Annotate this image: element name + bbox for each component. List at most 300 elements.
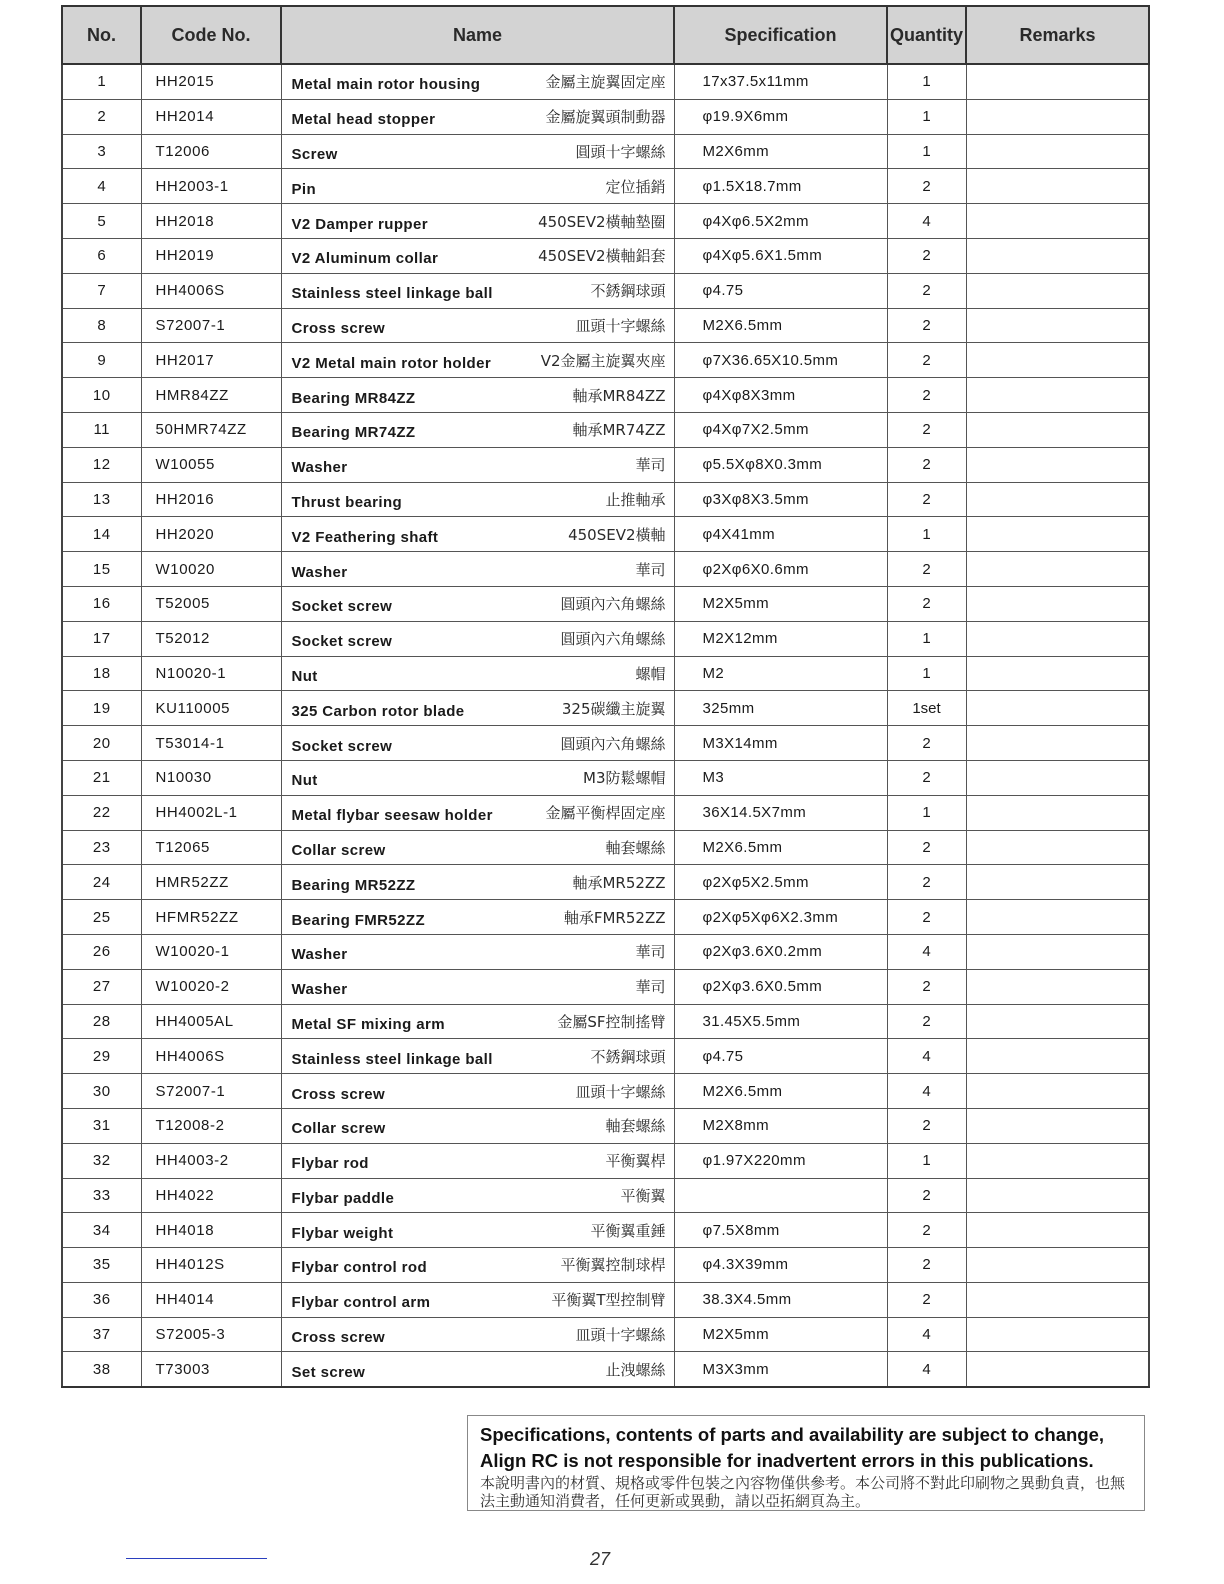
cell-name (281, 169, 674, 204)
cell-qty: 2 (887, 1178, 966, 1213)
cell-no: 23 (62, 830, 141, 865)
part-name-english: Stainless steel linkage ball (291, 1050, 493, 1068)
cell-qty: 1 (887, 134, 966, 169)
cell-no: 25 (62, 900, 141, 935)
cell-no: 35 (62, 1248, 141, 1283)
cell-no: 34 (62, 1213, 141, 1248)
cell-spec: φ4Xφ5.6X1.5mm (674, 238, 887, 273)
part-name-chinese: 止洩螺絲 (605, 1360, 666, 1379)
cell-qty: 2 (887, 482, 966, 517)
cell-qty: 4 (887, 1074, 966, 1109)
cell-spec: φ4X41mm (674, 517, 887, 552)
cell-code: HH4018 (141, 1213, 281, 1248)
cell-name (281, 412, 674, 447)
table-row (62, 1248, 1149, 1283)
cell-spec: M2X5mm (674, 586, 887, 621)
cell-no: 37 (62, 1317, 141, 1352)
part-name-english: V2 Aluminum collar (291, 250, 439, 268)
cell-spec: M2X5mm (674, 1317, 887, 1352)
cell-name (281, 1213, 674, 1248)
cell-remarks (966, 273, 1149, 308)
cell-remarks (966, 795, 1149, 830)
part-name-english: Nut (291, 772, 318, 790)
cell-no: 15 (62, 552, 141, 587)
cell-no: 36 (62, 1282, 141, 1317)
cell-no: 21 (62, 760, 141, 795)
table-row (62, 865, 1149, 900)
cell-spec: M2X12mm (674, 621, 887, 656)
table-row (62, 134, 1149, 169)
cell-spec: φ4.75 (674, 1039, 887, 1074)
part-name-chinese: 不銹鋼球頭 (590, 282, 666, 301)
part-name-chinese: 450SEV2橫軸鋁套 (538, 247, 666, 266)
table-row (62, 238, 1149, 273)
cell-remarks (966, 412, 1149, 447)
cell-remarks (966, 1248, 1149, 1283)
table-row (62, 760, 1149, 795)
cell-spec: M2 (674, 656, 887, 691)
part-name-english: V2 Feathering shaft (291, 528, 439, 546)
part-name-chinese: 華司 (635, 943, 666, 962)
part-name-chinese: 金屬平衡桿固定座 (545, 804, 666, 823)
table-row (62, 1178, 1149, 1213)
part-name-english: Washer (291, 946, 348, 964)
cell-spec: 325mm (674, 691, 887, 726)
cell-remarks (966, 169, 1149, 204)
cell-name (281, 308, 674, 343)
cell-code: HH2019 (141, 238, 281, 273)
cell-qty: 1 (887, 795, 966, 830)
cell-name (281, 1039, 674, 1074)
part-name-english: Stainless steel linkage ball (291, 285, 493, 303)
cell-qty: 2 (887, 169, 966, 204)
cell-remarks (966, 1282, 1149, 1317)
cell-spec: φ1.97X220mm (674, 1143, 887, 1178)
cell-qty: 2 (887, 1213, 966, 1248)
cell-qty: 1 (887, 621, 966, 656)
cell-spec: φ4Xφ6.5X2mm (674, 204, 887, 239)
cell-qty: 2 (887, 308, 966, 343)
table-row (62, 308, 1149, 343)
cell-code: S72005-3 (141, 1317, 281, 1352)
part-name-english: Thrust bearing (291, 493, 403, 511)
cell-code: T52012 (141, 621, 281, 656)
cell-no: 14 (62, 517, 141, 552)
cell-name (281, 99, 674, 134)
part-name-english: Collar screw (291, 1120, 386, 1138)
cell-qty: 2 (887, 760, 966, 795)
cell-spec (674, 1178, 887, 1213)
cell-remarks (966, 378, 1149, 413)
table-row (62, 273, 1149, 308)
cell-no: 9 (62, 343, 141, 378)
table-row (62, 586, 1149, 621)
part-name-chinese: 平衡翼重錘 (590, 1221, 666, 1240)
table-row (62, 795, 1149, 830)
cell-no: 38 (62, 1352, 141, 1387)
table-row (62, 726, 1149, 761)
table-row (62, 412, 1149, 447)
part-name-chinese: 450SEV2橫軸墊圈 (538, 212, 666, 231)
cell-no: 27 (62, 969, 141, 1004)
cell-code: HH2016 (141, 482, 281, 517)
table-row (62, 1004, 1149, 1039)
table-row (62, 343, 1149, 378)
cell-remarks (966, 760, 1149, 795)
cell-name (281, 830, 674, 865)
part-name-english: Washer (291, 981, 348, 999)
part-name-chinese: 平衡翼T型控制臂 (551, 1291, 666, 1310)
cell-code: HH4022 (141, 1178, 281, 1213)
cell-no: 30 (62, 1074, 141, 1109)
part-name-chinese: 325碳纖主旋翼 (561, 699, 666, 718)
part-name-chinese: 皿頭十字螺絲 (575, 316, 666, 335)
part-name-chinese: 平衡翼桿 (605, 1152, 666, 1171)
cell-spec: φ7.5X8mm (674, 1213, 887, 1248)
header-name: Name (281, 6, 674, 64)
cell-no: 29 (62, 1039, 141, 1074)
cell-remarks (966, 1039, 1149, 1074)
part-name-english: Cross screw (291, 1085, 386, 1103)
cell-code: HH4012S (141, 1248, 281, 1283)
part-name-chinese: 華司 (635, 978, 666, 997)
cell-name (281, 238, 674, 273)
cell-code: HH2020 (141, 517, 281, 552)
cell-spec: M3X3mm (674, 1352, 887, 1387)
cell-spec: φ4Xφ7X2.5mm (674, 412, 887, 447)
cell-name (281, 343, 674, 378)
table-row (62, 1074, 1149, 1109)
parts-table-body (62, 64, 1149, 1387)
cell-no: 3 (62, 134, 141, 169)
cell-no: 16 (62, 586, 141, 621)
cell-name (281, 482, 674, 517)
cell-qty: 1 (887, 656, 966, 691)
disclaimer-notice (467, 1415, 1145, 1511)
cell-name (281, 1004, 674, 1039)
table-row (62, 482, 1149, 517)
table-row (62, 204, 1149, 239)
part-name-english: Socket screw (291, 633, 393, 651)
part-name-chinese: 圓頭內六角螺絲 (560, 734, 666, 753)
cell-no: 1 (62, 64, 141, 99)
cell-code: HH4006S (141, 1039, 281, 1074)
cell-no: 28 (62, 1004, 141, 1039)
part-name-chinese: 軸套螺絲 (605, 1117, 666, 1136)
part-name-english: V2 Damper rupper (291, 215, 428, 233)
header-remarks: Remarks (966, 6, 1149, 64)
cell-name (281, 1352, 674, 1387)
cell-qty: 2 (887, 447, 966, 482)
parts-table (61, 5, 1150, 1388)
part-name-english: Screw (291, 145, 338, 163)
part-name-english: Nut (291, 667, 318, 685)
part-name-english: Bearing FMR52ZZ (291, 911, 426, 929)
cell-name (281, 586, 674, 621)
part-name-chinese: 軸承MR74ZZ (572, 421, 666, 440)
cell-spec: M3X14mm (674, 726, 887, 761)
cell-name (281, 517, 674, 552)
cell-qty: 2 (887, 1282, 966, 1317)
cell-no: 6 (62, 238, 141, 273)
part-name-english: Flybar paddle (291, 1189, 395, 1207)
cell-remarks (966, 64, 1149, 99)
cell-no: 4 (62, 169, 141, 204)
table-row (62, 969, 1149, 1004)
table-row (62, 517, 1149, 552)
table-row (62, 656, 1149, 691)
cell-spec: φ4.3X39mm (674, 1248, 887, 1283)
cell-code: HH4006S (141, 273, 281, 308)
part-name-english: Washer (291, 459, 348, 477)
cell-spec: φ1.5X18.7mm (674, 169, 887, 204)
cell-remarks (966, 830, 1149, 865)
cell-no: 24 (62, 865, 141, 900)
table-row (62, 99, 1149, 134)
cell-qty: 2 (887, 552, 966, 587)
table-row (62, 1317, 1149, 1352)
part-name-english: Flybar weight (291, 1224, 394, 1242)
cell-name (281, 934, 674, 969)
cell-remarks (966, 204, 1149, 239)
cell-qty: 1 (887, 99, 966, 134)
part-name-english: Washer (291, 563, 348, 581)
cell-code: HH2015 (141, 64, 281, 99)
table-row (62, 830, 1149, 865)
cell-name (281, 1108, 674, 1143)
header-no: No. (62, 6, 141, 64)
cell-no: 11 (62, 412, 141, 447)
cell-code: HH4005AL (141, 1004, 281, 1039)
cell-name (281, 691, 674, 726)
cell-remarks (966, 517, 1149, 552)
table-row (62, 1143, 1149, 1178)
cell-name (281, 378, 674, 413)
cell-spec: φ4Xφ8X3mm (674, 378, 887, 413)
cell-spec: φ5.5Xφ8X0.3mm (674, 447, 887, 482)
cell-code: HH4002L-1 (141, 795, 281, 830)
table-row (62, 1213, 1149, 1248)
cell-code: T53014-1 (141, 726, 281, 761)
part-name-english: Pin (291, 180, 317, 198)
table-row (62, 1352, 1149, 1387)
part-name-chinese: 止推軸承 (605, 490, 666, 509)
part-name-english: Cross screw (291, 319, 386, 337)
part-name-chinese: 螺帽 (635, 664, 666, 683)
cell-no: 13 (62, 482, 141, 517)
cell-no: 2 (62, 99, 141, 134)
cell-spec: 31.45X5.5mm (674, 1004, 887, 1039)
cell-code: S72007-1 (141, 308, 281, 343)
part-name-english: Cross screw (291, 1329, 386, 1347)
part-name-english: Bearing MR52ZZ (291, 876, 416, 894)
header-code: Code No. (141, 6, 281, 64)
header-spec: Specification (674, 6, 887, 64)
cell-spec: φ3Xφ8X3.5mm (674, 482, 887, 517)
part-name-english: Flybar rod (291, 1155, 369, 1173)
part-name-english: Metal flybar seesaw holder (291, 807, 493, 825)
table-row (62, 447, 1149, 482)
part-name-chinese: 皿頭十字螺絲 (575, 1082, 666, 1101)
cell-code: W10020 (141, 552, 281, 587)
cell-remarks (966, 1108, 1149, 1143)
cell-qty: 1 (887, 1143, 966, 1178)
cell-remarks (966, 1074, 1149, 1109)
cell-name (281, 656, 674, 691)
cell-spec: M3 (674, 760, 887, 795)
cell-spec: φ2Xφ3.6X0.5mm (674, 969, 887, 1004)
table-row (62, 691, 1149, 726)
cell-code: HH2017 (141, 343, 281, 378)
table-row (62, 169, 1149, 204)
cell-spec: M2X6.5mm (674, 308, 887, 343)
part-name-english: Collar screw (291, 841, 386, 859)
cell-remarks (966, 865, 1149, 900)
part-name-chinese: 不銹鋼球頭 (590, 1047, 666, 1066)
notice-english-line-1: Specifications, contents of parts and availability are subject to change, (480, 1424, 1105, 1445)
cell-remarks (966, 900, 1149, 935)
cell-name (281, 1143, 674, 1178)
cell-code: T12008-2 (141, 1108, 281, 1143)
cell-remarks (966, 586, 1149, 621)
cell-no: 19 (62, 691, 141, 726)
part-name-english: Flybar control rod (291, 1259, 428, 1277)
cell-code: HH2003-1 (141, 169, 281, 204)
cell-no: 17 (62, 621, 141, 656)
cell-remarks (966, 1178, 1149, 1213)
cell-code: T52005 (141, 586, 281, 621)
cell-qty: 1set (887, 691, 966, 726)
cell-spec: φ2Xφ5Xφ6X2.3mm (674, 900, 887, 935)
part-name-chinese: 金屬SF控制搖臂 (557, 1012, 666, 1031)
cell-code: HMR84ZZ (141, 378, 281, 413)
part-name-english: V2 Metal main rotor holder (291, 354, 492, 372)
cell-name (281, 1074, 674, 1109)
cell-name (281, 865, 674, 900)
cell-name (281, 760, 674, 795)
cell-remarks (966, 726, 1149, 761)
cell-qty: 1 (887, 64, 966, 99)
cell-qty: 4 (887, 204, 966, 239)
table-row (62, 378, 1149, 413)
cell-code: T12006 (141, 134, 281, 169)
part-name-english: Socket screw (291, 598, 393, 616)
table-row (62, 621, 1149, 656)
cell-spec: 36X14.5X7mm (674, 795, 887, 830)
part-name-chinese: 皿頭十字螺絲 (575, 1326, 666, 1345)
cell-no: 5 (62, 204, 141, 239)
cell-spec: 17x37.5x11mm (674, 64, 887, 99)
cell-remarks (966, 343, 1149, 378)
cell-spec: M2X6.5mm (674, 830, 887, 865)
cell-spec: φ4.75 (674, 273, 887, 308)
part-name-chinese: 華司 (635, 456, 666, 475)
cell-qty: 2 (887, 343, 966, 378)
cell-spec: φ2Xφ6X0.6mm (674, 552, 887, 587)
part-name-chinese: 圓頭內六角螺絲 (560, 630, 666, 649)
cell-name (281, 1282, 674, 1317)
cell-spec: φ2Xφ5X2.5mm (674, 865, 887, 900)
table-row (62, 64, 1149, 99)
cell-remarks (966, 447, 1149, 482)
table-row (62, 934, 1149, 969)
part-name-english: Bearing MR74ZZ (291, 424, 416, 442)
cell-spec: M2X8mm (674, 1108, 887, 1143)
cell-name (281, 134, 674, 169)
table-row (62, 552, 1149, 587)
part-name-english: Set screw (291, 1363, 366, 1381)
cell-remarks (966, 621, 1149, 656)
cell-spec: M2X6mm (674, 134, 887, 169)
cell-code: S72007-1 (141, 1074, 281, 1109)
cell-code: W10020-1 (141, 934, 281, 969)
cell-qty: 2 (887, 586, 966, 621)
cell-qty: 2 (887, 1004, 966, 1039)
cell-code: T73003 (141, 1352, 281, 1387)
table-header-row (62, 6, 1149, 64)
cell-no: 26 (62, 934, 141, 969)
part-name-chinese: V2金屬主旋翼夾座 (540, 351, 666, 370)
cell-no: 8 (62, 308, 141, 343)
cell-code: HH4014 (141, 1282, 281, 1317)
cell-name (281, 1178, 674, 1213)
part-name-chinese: 軸承FMR52ZZ (563, 908, 666, 927)
cell-qty: 2 (887, 1248, 966, 1283)
cell-code: HH2014 (141, 99, 281, 134)
cell-qty: 2 (887, 726, 966, 761)
cell-name (281, 273, 674, 308)
table-row (62, 1039, 1149, 1074)
part-name-chinese: 定位插銷 (605, 177, 666, 196)
part-name-english: Bearing MR84ZZ (291, 389, 416, 407)
cell-qty: 4 (887, 934, 966, 969)
cell-code: W10020-2 (141, 969, 281, 1004)
part-name-chinese: 平衡翼控制球桿 (560, 1256, 666, 1275)
cell-qty: 2 (887, 273, 966, 308)
cell-remarks (966, 656, 1149, 691)
cell-name (281, 795, 674, 830)
part-name-chinese: 華司 (635, 560, 666, 579)
cell-no: 22 (62, 795, 141, 830)
part-name-chinese: M3防鬆螺帽 (583, 769, 666, 788)
cell-code: HFMR52ZZ (141, 900, 281, 935)
cell-spec: φ19.9X6mm (674, 99, 887, 134)
part-name-english: Metal SF mixing arm (291, 1015, 445, 1033)
cell-name (281, 900, 674, 935)
cell-code: T12065 (141, 830, 281, 865)
cell-spec: φ7X36.65X10.5mm (674, 343, 887, 378)
cell-spec: φ2Xφ3.6X0.2mm (674, 934, 887, 969)
cell-no: 12 (62, 447, 141, 482)
part-name-chinese: 金屬主旋翼固定座 (545, 73, 666, 92)
cell-name (281, 1317, 674, 1352)
cell-no: 20 (62, 726, 141, 761)
part-name-english: Socket screw (291, 737, 393, 755)
cell-remarks (966, 934, 1149, 969)
table-row (62, 1108, 1149, 1143)
cell-qty: 2 (887, 865, 966, 900)
page-number: 27 (589, 1549, 611, 1569)
cell-code: 50HMR74ZZ (141, 412, 281, 447)
footer-rule (126, 1558, 267, 1559)
cell-qty: 2 (887, 830, 966, 865)
cell-code: N10020-1 (141, 656, 281, 691)
notice-english-line-2: Align RC is not responsible for inadvertent errors in this publications. (480, 1450, 1094, 1471)
cell-remarks (966, 1213, 1149, 1248)
cell-remarks (966, 1004, 1149, 1039)
cell-remarks (966, 691, 1149, 726)
cell-spec: M2X6.5mm (674, 1074, 887, 1109)
